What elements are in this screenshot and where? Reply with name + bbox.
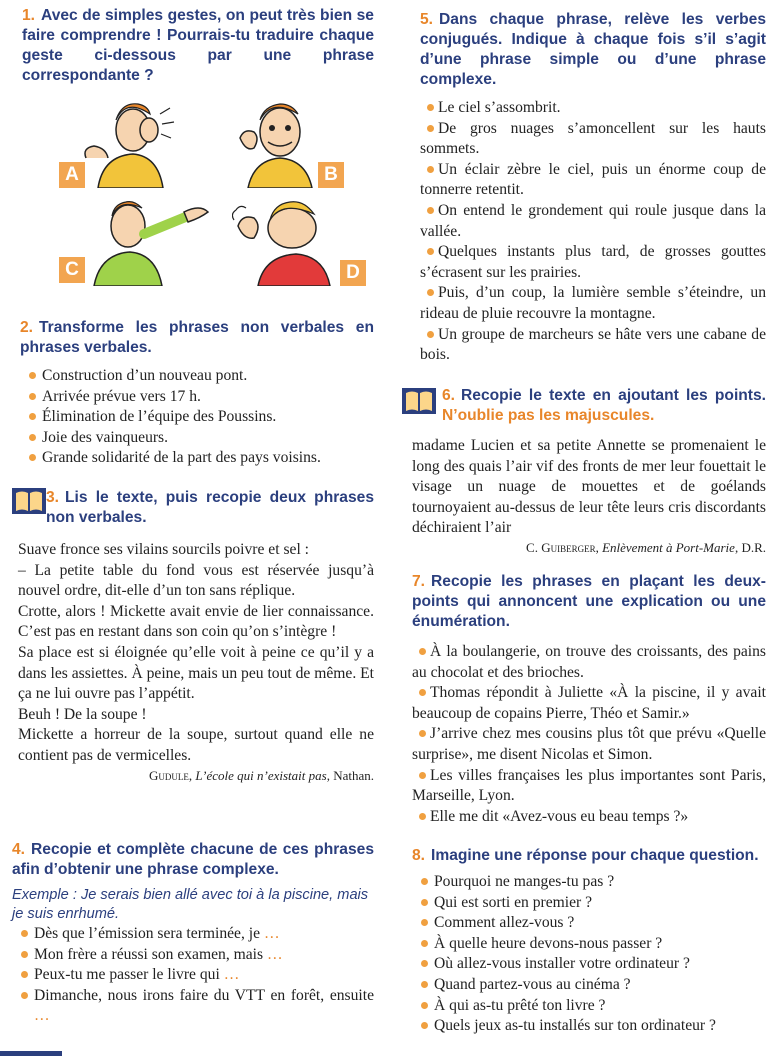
- book-icon: [402, 388, 436, 414]
- book-icon: [12, 488, 46, 514]
- list-item: De gros nuages s’amoncellent sur les hauts sommets.: [420, 119, 766, 158]
- exercise-7-title: 7. Recopie les phrases en plaçant les deux-points qui annoncent une explication ou une énumération.: [412, 573, 766, 630]
- paragraph: Crotte, alors ! Mickette avait envie de lier connaissance. C’est pas en restant dans son coin qu’on s’intègre !: [18, 602, 374, 641]
- exercise-1: [22, 6, 374, 86]
- list-item: Construction d’un nouveau pont.: [20, 366, 374, 387]
- exercise-8-title: 8. Imagine une réponse pour chaque question.: [412, 847, 759, 864]
- list-item: Un éclair zèbre le ciel, puis un énorme coup de tonnerre retentit.: [420, 160, 766, 199]
- list-item: Peux-tu me passer le livre qui …: [12, 965, 374, 986]
- figure-label-a: A: [59, 162, 85, 188]
- list-item: À quelle heure devons-nous passer ?: [412, 934, 766, 955]
- paragraph: – La petite table du fond vous est réservée jusqu’à nouvel ordre, dit-elle d’un ton sans réplique.: [18, 561, 374, 600]
- list-item: Le ciel s’assombrit.: [420, 98, 766, 119]
- figure-label-c: C: [59, 257, 85, 283]
- gesture-figure-b: [232, 98, 322, 188]
- exercise-6-title: 6. Recopie le texte en ajoutant les points. N’oublie pas les majuscules.: [442, 387, 766, 424]
- gesture-figure-d: [232, 196, 352, 286]
- exercise-5: [420, 10, 766, 366]
- list-item: Quand partez-vous au cinéma ?: [412, 975, 766, 996]
- list-item: Quelques instants plus tard, de grosses gouttes s’écrasent sur les prairies.: [420, 243, 766, 281]
- list-item: À la boulangerie, on trouve des croissants, des pains au chocolat et des brioches.: [412, 643, 766, 681]
- exercise-3-title: 3. Lis le texte, puis recopie deux phrases non verbales.: [46, 489, 374, 526]
- list-item: Elle me dit «Avez-vous eu beau temps ?»: [412, 807, 766, 828]
- exercise-6-credit: C. Guiberger, Enlèvement à Port-Marie, D.R.: [526, 539, 766, 555]
- exercise-3-text: [12, 540, 374, 785]
- figure-label-b: B: [318, 162, 344, 188]
- exercise-6: [412, 386, 766, 557]
- list-item: Les villes françaises les plus importantes sont Paris, Marseille, Lyon.: [412, 766, 766, 805]
- list-item: Où allez-vous installer votre ordinateur ?: [412, 954, 766, 975]
- exercise-7: [412, 572, 766, 827]
- exercise-2: [20, 318, 374, 469]
- exercise-3: [12, 488, 374, 785]
- list-item: Mon frère a réussi son examen, mais …: [12, 945, 374, 966]
- paragraph: Mickette a horreur de la soupe, surtout quand elle ne contient pas de vermicelles.: [18, 726, 374, 764]
- list-item: Thomas répondit à Juliette «À la piscine, il y avait beaucoup de copains Pierre, Théo et Samir.»: [412, 684, 766, 722]
- exercise-3-credit: Gudule, L’école qui n’existait pas, Nathan.: [149, 767, 374, 783]
- gesture-illustrations: [12, 92, 372, 292]
- exercise-7-list: [412, 642, 766, 827]
- exercise-4-list: [12, 924, 374, 1027]
- paragraph: Suave fronce ses vilains sourcils poivre et sel :: [18, 541, 310, 558]
- list-item: Quels jeux as-tu installés sur ton ordinateur ?: [412, 1016, 766, 1037]
- exercise-4: [12, 840, 374, 1027]
- gesture-figure-c: [84, 194, 214, 286]
- paragraph: Beuh ! De la soupe !: [18, 705, 147, 723]
- list-item: À qui as-tu prêté ton livre ?: [412, 996, 766, 1017]
- exercise-5-list: [420, 98, 766, 366]
- list-item: Puis, d’un coup, la lumière semble s’éteindre, un rideau de pluie recouvre la montagne.: [420, 284, 766, 322]
- list-item: Un groupe de marcheurs se hâte vers une cabane de bois.: [420, 325, 766, 364]
- list-item: Qui est sorti en premier ?: [412, 893, 766, 914]
- exercise-8-list: [412, 872, 766, 1037]
- list-item: Élimination de l’équipe des Poussins.: [20, 407, 374, 428]
- exercise-5-title: 5. Dans chaque phrase, relève les verbes conjugués. Indique à chaque fois s’il s’agit d’une phrase simple ou d’une phrase complexe.: [420, 11, 766, 88]
- list-item: On entend le grondement qui roule jusque dans la vallée.: [420, 201, 766, 240]
- list-item: Grande solidarité de la part des pays voisins.: [20, 448, 374, 469]
- paragraph: Sa place est si éloignée qu’elle voit à peine ce qu’il y a dans les assiettes. À peine, mais un peu tout de même. Et ça ne lui ouvre pas l’appétit.: [18, 643, 374, 703]
- exercise-2-list: [20, 366, 374, 469]
- figure-label-d: D: [340, 260, 366, 286]
- page-corner-bar: [0, 1051, 62, 1056]
- list-item: Arrivée prévue vers 17 h.: [20, 387, 374, 408]
- list-item: Dès que l’émission sera terminée, je …: [12, 924, 374, 945]
- exercise-8: [412, 846, 766, 1037]
- list-item: Joie des vainqueurs.: [20, 428, 374, 449]
- exercise-1-title: 1. Avec de simples gestes, on peut très bien se faire comprendre ! Pourrais-tu traduire chaque geste ci-dessous par une phrase correspondante ?: [22, 7, 374, 84]
- exercise-4-example: Exemple : Je serais bien allé avec toi à la piscine, mais je suis enrhumé.: [12, 887, 369, 922]
- exercise-4-title: 4. Recopie et complète chacune de ces phrases afin d’obtenir une phrase complexe.: [12, 841, 374, 878]
- exercise-1-number: 1.: [22, 7, 36, 24]
- exercise-6-text: madame Lucien et sa petite Annette se promenaient le long des quais l’air vif des fronts de mer leur fouettait le visage un nuage de mouettes et de goélands tournoyaient au-dessus de leur tête leurs cris discordants déchiraient l’air: [412, 437, 766, 537]
- list-item: Pourquoi ne manges-tu pas ?: [412, 872, 766, 893]
- list-item: J’arrive chez mes cousins plus tôt que prévu «Quelle surprise», me disent Nicolas et Simon.: [412, 725, 766, 763]
- gesture-figure-a: [78, 96, 178, 188]
- list-item: Comment allez-vous ?: [412, 913, 766, 934]
- list-item: Dimanche, nous irons faire du VTT en forêt, ensuite …: [12, 986, 374, 1027]
- exercise-2-title: 2. Transforme les phrases non verbales en phrases verbales.: [20, 319, 374, 356]
